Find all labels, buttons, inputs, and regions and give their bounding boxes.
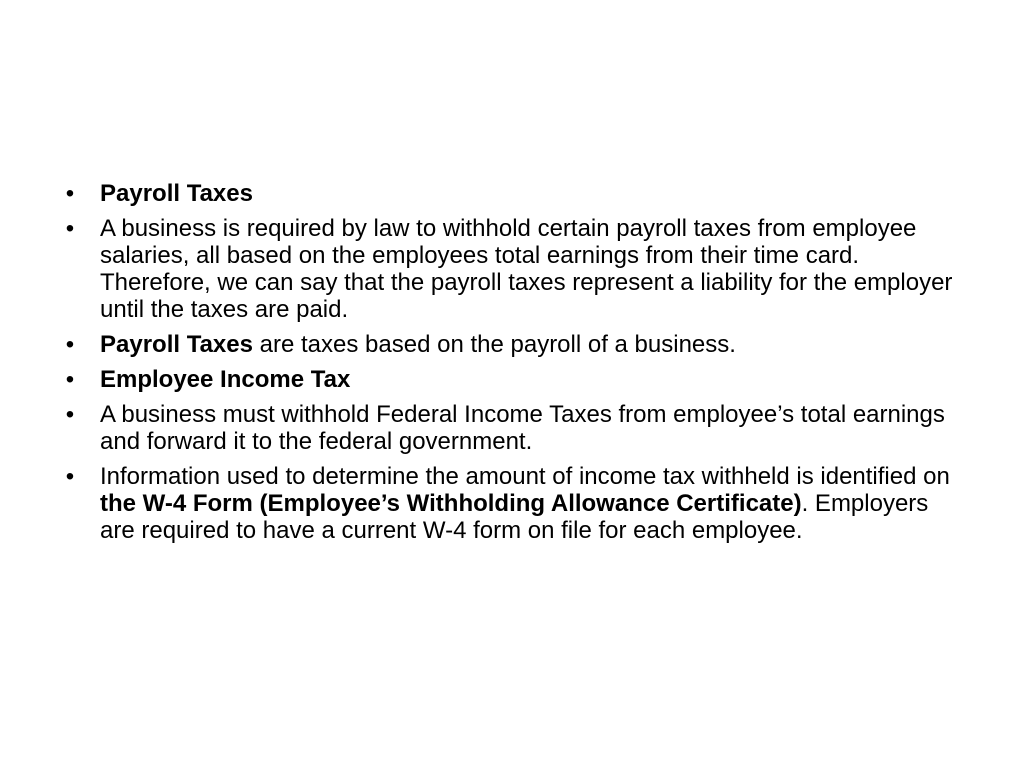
bullet-payroll-taxes-definition — [60, 331, 960, 358]
bullet-icon: • — [65, 215, 75, 242]
bullet-icon: • — [65, 331, 75, 358]
bullet-icon: • — [65, 463, 75, 490]
bullet-text-pre: Information used to determine the amount of income tax withheld is identified on — [100, 463, 950, 490]
bullet-icon: • — [65, 180, 75, 207]
bullet-bold-term: Payroll Taxes — [100, 331, 253, 358]
bullet-icon: • — [65, 366, 75, 393]
bullet-text-post: . Employers are required to have a current W-4 form on file for each employee. — [100, 490, 929, 544]
bullet-text: A business is required by law to withhold certain payroll taxes from employee salaries, all based on the employees total earnings from their time card. Therefore, we can say that the payroll taxes represent a liability for the employer until the taxes are paid. — [100, 215, 953, 323]
bullet-heading: Employee Income Tax — [100, 366, 351, 393]
bullet-list — [60, 180, 960, 552]
bullet-text: A business must withhold Federal Income Taxes from employee’s total earnings and forward it to the federal government. — [100, 401, 945, 455]
bullet-federal-income-tax — [60, 401, 960, 455]
bullet-employee-income-tax-heading — [60, 366, 960, 393]
bullet-heading: Payroll Taxes — [100, 180, 253, 207]
bullet-payroll-liability — [60, 215, 960, 323]
bullet-w4-form — [60, 463, 960, 544]
bullet-icon: • — [65, 401, 75, 428]
bullet-bold-term: the W-4 Form (Employee’s Withholding Allowance Certificate) — [100, 490, 802, 517]
bullet-payroll-taxes-heading — [60, 180, 960, 207]
bullet-text: are taxes based on the payroll of a business. — [252, 331, 736, 358]
